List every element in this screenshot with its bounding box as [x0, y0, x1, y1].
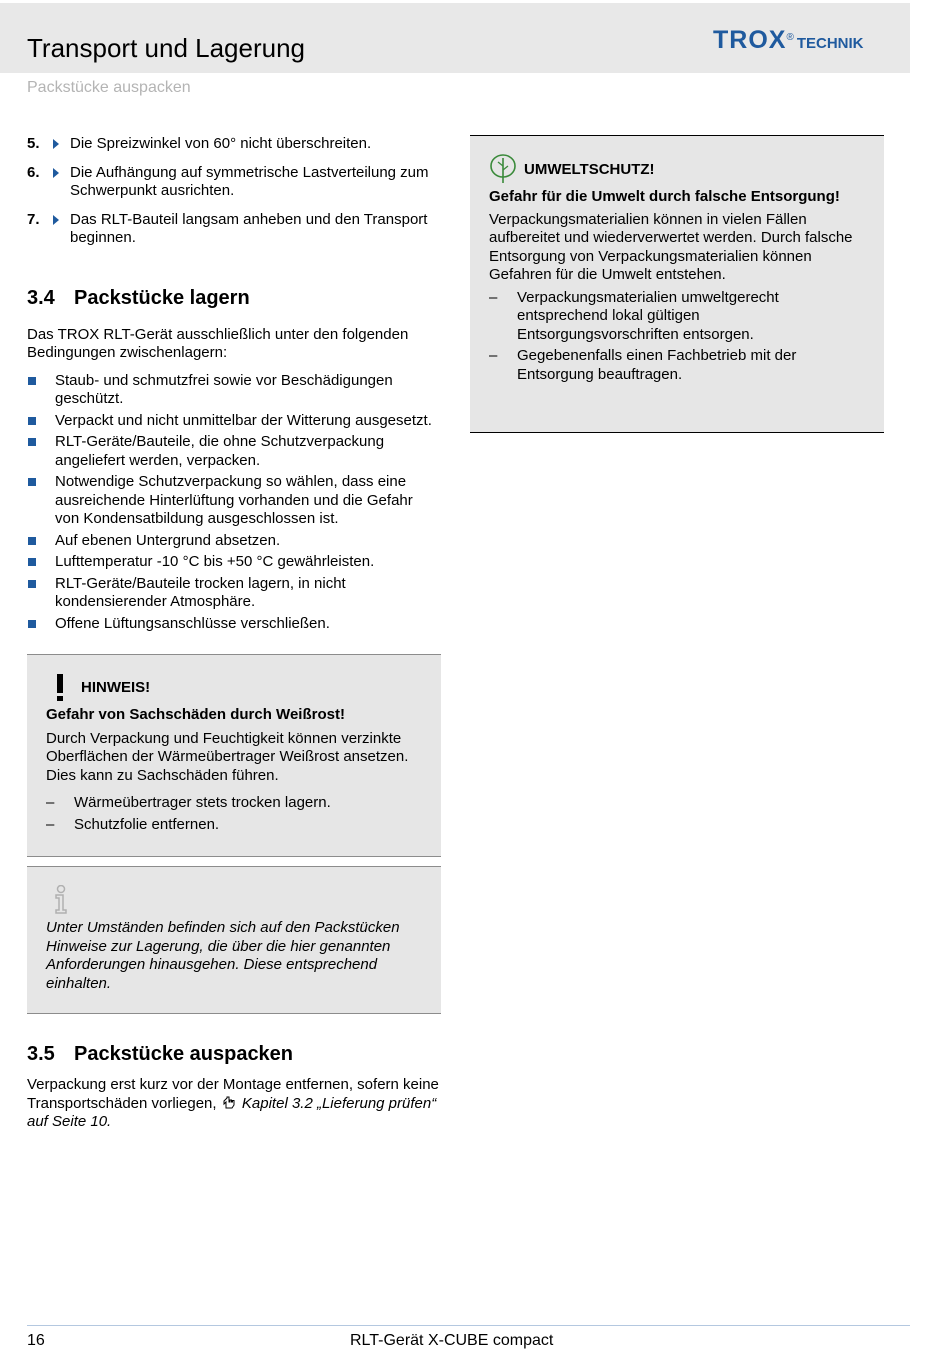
list-item: Lufttemperatur -10 °C bis +50 °C gewährleisten.: [27, 553, 441, 572]
page-subtitle: Packstücke auspacken: [27, 79, 191, 96]
square-bullet-icon: [28, 438, 36, 446]
list-item: – Gegebenenfalls einen Fachbetrieb mit der Entsorgung beauftragen.: [489, 347, 797, 383]
section-3-5: [27, 1042, 441, 1132]
section-title: Packstücke lagern: [74, 286, 250, 309]
environment-label: UMWELTSCHUTZ!: [524, 161, 655, 178]
environment-subtitle: Gefahr für die Umwelt durch falsche Entsorgung!: [489, 188, 840, 205]
info-text: Unter Umständen befinden sich auf den Packstücken Hinweise zur Lagerung, die über die hier genannten Anforderungen hinausgehen. Diese entsprechend einhalten.: [46, 919, 400, 992]
step-text: Die Spreizwinkel von 60° nicht überschreiten.: [70, 135, 372, 152]
leaf-icon: [489, 154, 517, 184]
step-number: 6.: [27, 163, 40, 181]
exclamation-icon: [54, 674, 66, 702]
triangle-bullet-icon: [53, 139, 59, 149]
step-item: [27, 164, 441, 201]
section-heading-3-4: [27, 286, 441, 310]
section-text: Verpackung erst kurz vor der Montage entfernen, sofern keine Transportschäden vorliegen,: [27, 1076, 439, 1112]
square-bullet-icon: [28, 620, 36, 628]
step-number: 5.: [27, 135, 40, 152]
logo-brand: TROX: [713, 26, 787, 54]
square-bullet-icon: [28, 478, 36, 486]
square-bullet-icon: [28, 417, 36, 425]
section-title: Packstücke auspacken: [74, 1043, 294, 1065]
square-bullet-icon: [28, 537, 36, 545]
section-paragraph: [27, 1076, 441, 1132]
environment-text: Verpackungsmaterialien können in vielen Fällen aufbereitet und wiederverwertet werden. Durch falsche Entsorgung von Verpackungsmaterialien können Gefahren für die Umwelt entstehen.: [489, 210, 853, 283]
info-icon: [53, 885, 69, 915]
step-item: [27, 211, 441, 248]
section-number: 3.5: [27, 1043, 55, 1065]
list-item: Staub- und schmutzfrei sowie vor Beschädigungen geschützt.: [27, 372, 441, 409]
storage-conditions-list: [27, 372, 441, 634]
notice-subtitle: Gefahr von Sachschäden durch Weißrost!: [46, 706, 345, 723]
list-item: Notwendige Schutzverpackung so wählen, dass eine ausreichende Hinterlüftung vorhanden und die Gefahr von Kondensatbildung ausgeschlossen ist.: [27, 473, 441, 529]
list-item: RLT-Geräte/Bauteile, die ohne Schutzverpackung angeliefert werden, verpacken.: [27, 433, 441, 470]
logo-registered: ®: [786, 32, 794, 43]
section-number: 3.4: [27, 286, 55, 309]
trox-logo: [713, 26, 864, 61]
list-item: – Wärmeübertrager stets trocken lagern.: [46, 794, 331, 811]
environment-box: [470, 135, 884, 433]
triangle-bullet-icon: [53, 168, 59, 178]
list-item: RLT-Geräte/Bauteile trocken lagern, in nicht kondensierender Atmosphäre.: [27, 575, 441, 612]
notice-box: [27, 654, 441, 857]
notice-list: [46, 794, 422, 834]
left-column: [27, 135, 441, 636]
chapter-link[interactable]: Kapitel 3.2 „Lieferung prüfen“ auf Seite 10.: [27, 1094, 437, 1130]
footer-divider: [27, 1325, 910, 1326]
notice-text: Durch Verpackung und Feuchtigkeit können verzinkte Oberflächen der Wärmeübertrager Weißrost ansetzen. Dies kann zu Sachschäden führen.: [46, 729, 409, 784]
section-intro: Das TROX RLT-Gerät ausschließlich unter den folgenden Bedingungen zwischenlagern:: [27, 325, 409, 361]
page-header: [0, 3, 910, 73]
list-item: Auf ebenen Untergrund absetzen.: [27, 532, 441, 551]
notice-label: HINWEIS!: [81, 679, 151, 696]
square-bullet-icon: [28, 377, 36, 385]
list-item: – Verpackungsmaterialien umweltgerecht entsprechend lokal gültigen Entsorgungsvorschriften entsorgen.: [489, 288, 779, 343]
page-title: Transport und Lagerung: [27, 33, 306, 63]
logo-suffix: TECHNIK: [796, 35, 864, 52]
triangle-bullet-icon: [53, 215, 59, 225]
environment-list: [489, 289, 865, 385]
step-item: [27, 135, 441, 154]
pointing-hand-icon: [223, 1096, 236, 1109]
list-item: Verpackt und nicht unmittelbar der Witterung ausgesetzt.: [27, 412, 441, 431]
step-text: Das RLT-Bauteil langsam anheben und den Transport beginnen.: [70, 210, 428, 246]
step-number: 7.: [27, 210, 40, 228]
list-item: Offene Lüftungsanschlüsse verschließen.: [27, 615, 441, 634]
info-box: [27, 866, 441, 1014]
document-title: RLT-Gerät X-CUBE compact: [350, 1332, 554, 1349]
square-bullet-icon: [28, 580, 36, 588]
step-text: Die Aufhängung auf symmetrische Lastverteilung zum Schwerpunkt ausrichten.: [70, 163, 429, 199]
list-item: – Schutzfolie entfernen.: [46, 815, 220, 833]
page-number: 16: [27, 1332, 45, 1349]
section-heading-3-5: [27, 1042, 441, 1066]
square-bullet-icon: [28, 558, 36, 566]
